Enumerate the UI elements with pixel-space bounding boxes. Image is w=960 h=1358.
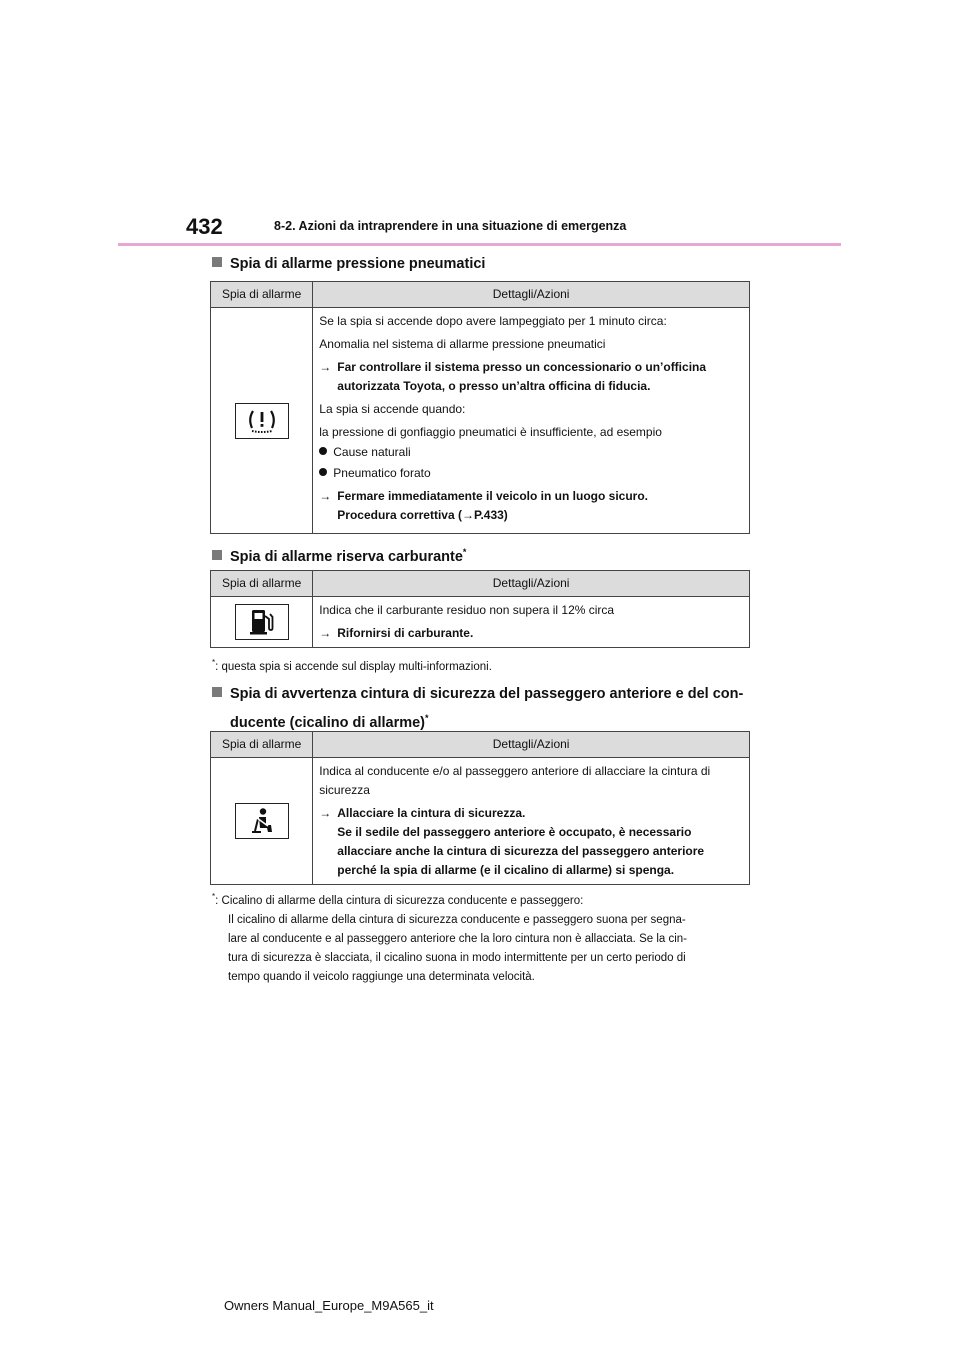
action-item: → Fermare immediatamente il veicolo in un luogo sicuro. Procedura correttiva (→P.433)	[319, 487, 743, 525]
column-header-details: Dettagli/Azioni	[313, 571, 750, 597]
detail-text: La spia si accende quando:	[319, 402, 466, 416]
section-title-fuel: Spia di allarme riserva carburante*	[212, 540, 466, 569]
details-cell	[313, 308, 750, 534]
arrow-right-icon: →	[319, 806, 332, 820]
arrow-right-icon: →	[319, 360, 332, 374]
footnote-fuel: *: questa spia si accende sul display multi-informazioni.	[212, 658, 492, 673]
header-divider	[118, 243, 841, 246]
column-header-light: Spia di allarme	[211, 571, 313, 597]
section-title-seatbelt: Spia di avvertenza cintura di sicurezza del passeggero anteriore e del con- ducente (cicalino di allarme)*	[212, 682, 743, 735]
details-cell	[313, 597, 750, 648]
list-item: Cause naturali	[319, 443, 743, 462]
tire-pressure-warning-icon	[235, 403, 289, 439]
column-header-light: Spia di allarme	[211, 732, 313, 758]
footer-manual-id: Owners Manual_Europe_M9A565_it	[224, 1298, 434, 1313]
page-reference-link[interactable]: P.433	[473, 508, 504, 522]
page-number: 432	[186, 214, 223, 239]
fuel-table	[210, 570, 750, 648]
arrow-right-icon: →	[319, 626, 332, 640]
bullet-icon	[319, 443, 333, 462]
detail-text: Anomalia nel sistema di allarme pressione pneumatici	[319, 337, 606, 351]
bullet-icon	[319, 464, 333, 483]
action-item: → Allacciare la cintura di sicurezza. Se il sedile del passeggero anteriore è occupato, è necessario allacciare anche la cintura di sicurezza del passeggero anteriore perché la spia di allarme (e il cicalino di allarme) si spenga.	[319, 804, 743, 880]
tire-pressure-table	[210, 281, 750, 534]
icon-cell	[211, 308, 313, 534]
seatbelt-table	[210, 731, 750, 885]
details-cell	[313, 758, 750, 885]
section-bullet	[212, 550, 222, 560]
arrow-right-icon: →	[461, 508, 474, 522]
detail-text: Indica al conducente e/o al passeggero anteriore di allacciare la cintura di sicurezza	[319, 764, 711, 797]
detail-text: Indica che il carburante residuo non supera il 12% circa	[319, 603, 615, 617]
section-bullet	[212, 257, 222, 267]
section-title-tire-pressure: Spia di allarme pressione pneumatici	[212, 252, 485, 276]
detail-text: Se la spia si accende dopo avere lampeggiato per 1 minuto circa:	[319, 314, 667, 328]
column-header-details: Dettagli/Azioni	[313, 732, 750, 758]
fuel-pump-icon	[235, 604, 289, 640]
seatbelt-warning-icon	[235, 803, 289, 839]
icon-cell	[211, 758, 313, 885]
column-header-details: Dettagli/Azioni	[313, 282, 750, 308]
action-item: → Rifornirsi di carburante.	[319, 624, 743, 643]
column-header-light: Spia di allarme	[211, 282, 313, 308]
detail-text: la pressione di gonfiaggio pneumatici è insufficiente, ad esempio	[319, 425, 662, 439]
list-item: Pneumatico forato	[319, 464, 743, 483]
action-item: → Far controllare il sistema presso un concessionario o un’officina autorizzata Toyota, o presso un’altra officina di fiducia.	[319, 358, 743, 396]
chapter-title: 8-2. Azioni da intraprendere in una situazione di emergenza	[274, 219, 627, 233]
icon-cell	[211, 597, 313, 648]
section-bullet	[212, 687, 222, 697]
footnote-seatbelt: *: Cicalino di allarme della cintura di sicurezza conducente e passeggero: Il cicalino di allarme della cintura di sicurezza conducente e passeggero suona per segna- lare al conducente e al passeggero anteriore che la loro cintura non è allacciata. Se la cin- tura di sicurezza è slacciata, il cicalino suona in modo intermittente per un certo periodo di tempo quando il veicolo raggiunge una determinata velocità.	[212, 892, 688, 983]
arrow-right-icon: →	[319, 489, 332, 503]
